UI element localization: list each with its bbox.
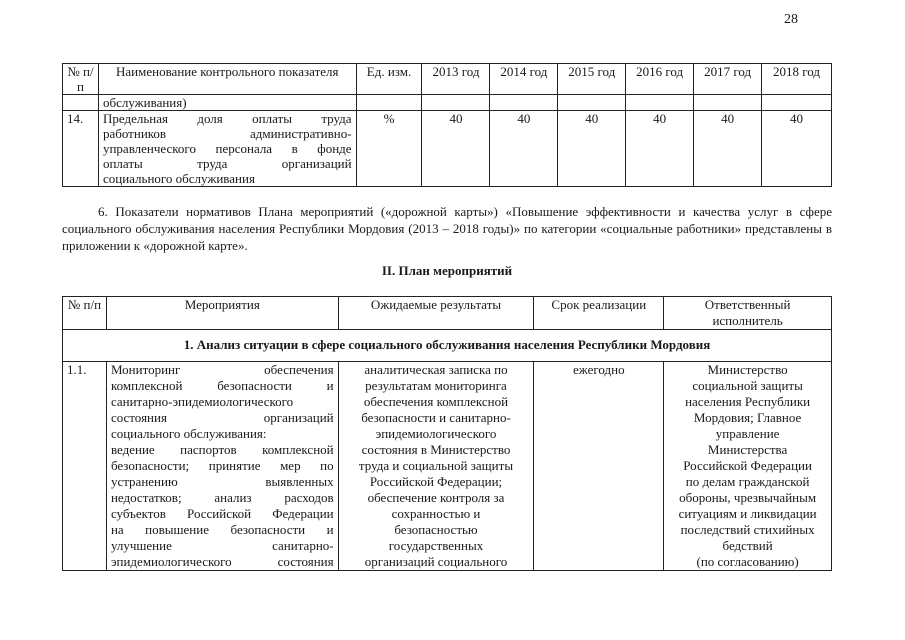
header-2016: 2016 год [626,64,694,95]
continuation-text: обслуживания) [98,95,356,111]
table-row [63,362,832,571]
header-2017: 2017 год [694,64,762,95]
activity-cell: Мониторинг обеспечения комплексной безопасности и санитарно-эпидемиологического состояния организаций социального обслуживания: ведение паспортов комплексной безопасности; принятие мер по устранению выявленных недостатков; анализ расходов субъектов Российской Федерации на повышение безопасности и улучшение санитарно- эпидемиологического состояния [106,362,338,571]
table-row [63,111,832,187]
continuation-row [63,95,832,111]
unit-cell: % [356,111,422,187]
header-expected-results: Ожидаемые результаты [338,297,534,330]
header-num: № п/п [63,64,99,95]
header-unit: Ед. изм. [356,64,422,95]
deadline-cell: ежегодно [534,362,664,571]
header-deadline: Срок реализации [534,297,664,330]
expected-results-cell: аналитическая записка по результатам мониторинга обеспечения комплексной безопасности и санитарно- эпидемиологического состояния в Министерство труда и социальной защиты Российской Федерации; обеспечение контроля за сохранностью и безопасностью государственных организаций социального [338,362,534,571]
value-2016: 40 [626,111,694,187]
header-2013: 2013 год [422,64,490,95]
body-paragraph: 6. Показатели нормативов Плана мероприятий («дорожной карты») «Повышение эффективности и качества услуг в сфере социального обслуживания населения Республики Мордовия (2013 – 2018 годы)» по категории «социальные работники» представлены в приложении к «дорожной карте». [62,204,832,253]
page-number: 28 [784,12,798,27]
value-2015: 40 [558,111,626,187]
header-num: № п/п [63,297,107,330]
value-2018: 40 [762,111,832,187]
plan-header-row [63,297,832,330]
header-responsible: Ответственный исполнитель [664,297,832,330]
action-plan-table [62,296,832,571]
value-2017: 40 [694,111,762,187]
responsible-cell: Министерство социальной защиты населения Республики Мордовия; Главное управление Министерства Российской Федерации по делам гражданской обороны, чрезвычайным ситуациям и ликвидации последствий стихийных бедствий (по согласованию) [664,362,832,571]
value-2013: 40 [422,111,490,187]
header-2015: 2015 год [558,64,626,95]
section-heading: II. План мероприятий [381,263,513,278]
section-title-row [63,330,832,362]
section-title: 1. Анализ ситуации в сфере социального обслуживания населения Республики Мордовия [63,330,832,362]
header-activities: Мероприятия [106,297,338,330]
header-indicator-name: Наименование контрольного показателя [98,64,356,95]
row-num: 1.1. [63,362,107,571]
indicator-name: Предельная доля оплаты труда работников административно- управленческого персонала в фонде оплаты труда организаций социального обслуживания [98,111,356,187]
indicators-header-row [63,64,832,95]
indicators-table [62,63,832,187]
header-2014: 2014 год [490,64,558,95]
row-num: 14. [63,111,99,187]
value-2014: 40 [490,111,558,187]
header-2018: 2018 год [762,64,832,95]
